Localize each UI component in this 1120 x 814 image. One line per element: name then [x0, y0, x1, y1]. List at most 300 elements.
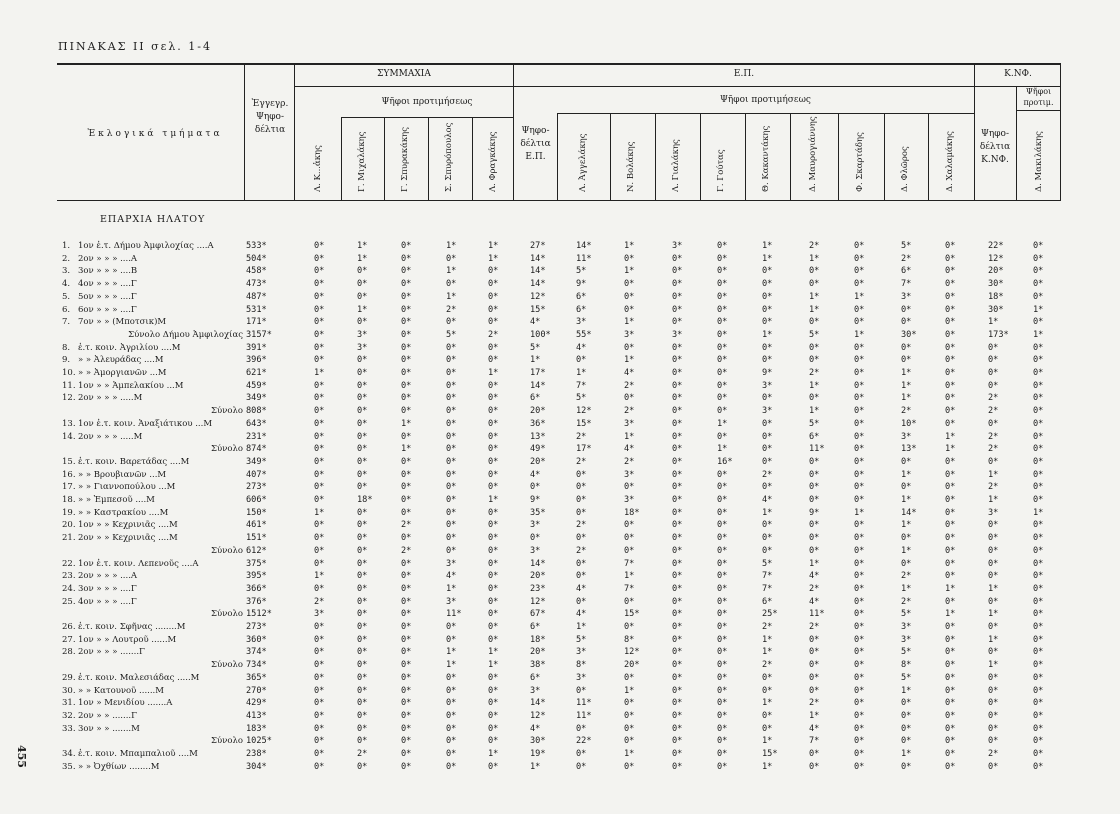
col-sep	[384, 117, 385, 200]
page-number: 455	[15, 745, 28, 768]
table-row	[0, 343, 1120, 354]
table-cell: 0*	[988, 647, 999, 658]
table-cell: 1*	[401, 444, 412, 455]
table-cell: 2*	[624, 380, 635, 391]
row-number: 6.	[62, 304, 71, 315]
table-cell: 1*	[624, 749, 635, 759]
table-cell: 0*	[314, 495, 325, 505]
table-cell: 0*	[446, 495, 457, 505]
table-cell: 0*	[314, 291, 325, 302]
table-cell: 0*	[854, 406, 865, 417]
row-number: 25.	[62, 596, 76, 607]
table-cell: 1*	[945, 431, 956, 442]
table-cell: 0*	[717, 698, 728, 709]
table-row	[0, 381, 1120, 392]
table-cell: 0*	[1033, 647, 1044, 658]
table-cell: 0*	[945, 317, 956, 328]
ep-pref-header: Ψῆφοι προτιμήσεως	[720, 95, 811, 105]
table-cell: 5*	[762, 558, 773, 569]
table-cell: 0*	[401, 380, 412, 391]
table-cell: 0*	[854, 749, 865, 759]
table-cell: 0*	[530, 533, 541, 544]
table-cell: 0*	[357, 545, 368, 556]
table-cell: 0*	[1033, 279, 1044, 290]
table-cell: 11*	[576, 698, 592, 709]
table-cell: 12*	[530, 710, 546, 721]
table-cell: 4*	[446, 571, 457, 582]
candidate-label: Δ. Μαυρογιάννης	[808, 116, 818, 192]
table-cell: 0*	[488, 596, 499, 607]
col-sep	[928, 113, 929, 200]
table-cell: 0*	[314, 749, 325, 759]
table-cell: 0*	[717, 622, 728, 632]
table-cell: 0*	[945, 456, 956, 467]
table-cell: 0*	[1033, 431, 1044, 442]
table-cell: 11*	[446, 609, 462, 620]
row-label: » » Ἀμοργιανῶν ...Μ	[78, 368, 167, 378]
table-cell: 6*	[809, 431, 820, 442]
table-cell: 0*	[624, 723, 635, 734]
table-cell: 2*	[901, 406, 912, 417]
table-cell: 0*	[314, 520, 325, 531]
table-row	[0, 393, 1120, 404]
table-cell: 0*	[314, 380, 325, 391]
table-row	[0, 482, 1120, 493]
table-cell: 0*	[854, 317, 865, 328]
symmachia-pref-header: Ψῆφοι προτιμήσεως	[381, 97, 473, 107]
table-cell: 0*	[314, 710, 325, 721]
table-cell: 0*	[809, 533, 820, 544]
total-row	[0, 609, 1120, 620]
table-cell: 0*	[854, 469, 865, 480]
table-cell: 0*	[672, 736, 683, 747]
table-cell: 151*	[246, 533, 267, 544]
table-cell: 0*	[488, 456, 499, 467]
table-cell: 0*	[945, 685, 956, 696]
table-cell: 0*	[854, 698, 865, 709]
table-cell: 0*	[672, 279, 683, 290]
table-cell: 0*	[901, 304, 912, 315]
table-row	[0, 241, 1120, 252]
row-label: ἐ.τ. κοιν. Μαλεσιάδας .....Μ	[78, 672, 200, 683]
table-cell: 5*	[809, 329, 820, 340]
table-cell: 1*	[530, 761, 541, 772]
table-cell: 0*	[314, 647, 325, 658]
table-cell: 3*	[901, 634, 912, 645]
table-cell: 3*	[576, 647, 587, 658]
table-cell: 376*	[246, 596, 267, 607]
table-cell: 3*	[762, 380, 773, 391]
table-cell: 1*	[446, 266, 457, 277]
table-cell: 0*	[357, 355, 368, 366]
table-cell: 0*	[1033, 660, 1044, 671]
table-cell: 4*	[576, 583, 587, 594]
table-cell: 0*	[357, 368, 368, 378]
table-cell: 6*	[530, 393, 541, 404]
table-row	[0, 673, 1120, 684]
table-cell: 374*	[246, 647, 267, 658]
table-cell: 0*	[401, 406, 412, 417]
table-cell: 7*	[624, 558, 635, 569]
table-cell: 396*	[246, 355, 267, 366]
table-cell: 1*	[576, 622, 587, 632]
table-cell: 0*	[1033, 736, 1044, 747]
table-cell: 2*	[901, 596, 912, 607]
table-cell: 0*	[717, 304, 728, 315]
table-cell: 38*	[530, 660, 546, 671]
table-row	[0, 647, 1120, 658]
table-cell: 349*	[246, 456, 267, 467]
table-cell: 0*	[446, 368, 457, 378]
row-label: 1ον ἐ.τ. Δήμου Ἀμφιλοχίας ....Α	[78, 241, 214, 251]
row-number: 20.	[62, 520, 76, 531]
row-label: 2ον » » » ....Α	[78, 253, 138, 264]
table-cell: 0*	[488, 317, 499, 328]
table-cell: 395*	[246, 571, 267, 582]
table-cell: 1*	[488, 749, 499, 759]
table-cell: 2*	[576, 545, 587, 556]
table-cell: 0*	[762, 431, 773, 442]
row-number: 21.	[62, 533, 76, 544]
table-cell: 0*	[717, 672, 728, 683]
table-cell: 171*	[246, 317, 267, 328]
row-number: 32.	[62, 710, 76, 721]
table-cell: 1*	[488, 495, 499, 505]
table-cell: 0*	[672, 545, 683, 556]
table-cell: 1*	[854, 329, 865, 340]
table-cell: 0*	[988, 533, 999, 544]
table-cell: 1*	[988, 317, 999, 328]
table-cell: 0*	[576, 761, 587, 772]
knf-ballots-line1: Ψηφο-	[980, 129, 1010, 139]
table-row	[0, 457, 1120, 468]
table-cell: 0*	[762, 685, 773, 696]
table-cell: 0*	[717, 609, 728, 620]
table-cell: 2*	[446, 304, 457, 315]
table-cell: 0*	[672, 583, 683, 594]
table-cell: 0*	[488, 279, 499, 290]
ep-ballots-line2: δέλτια	[520, 139, 551, 149]
row-number: 5.	[62, 291, 71, 302]
table-cell: 0*	[1033, 558, 1044, 569]
table-cell: 1*	[401, 418, 412, 429]
table-cell: 0*	[1033, 634, 1044, 645]
table-cell: 0*	[809, 495, 820, 505]
table-cell: 0*	[762, 444, 773, 455]
table-cell: 0*	[401, 583, 412, 594]
table-cell: 0*	[488, 634, 499, 645]
table-cell: 1*	[1033, 304, 1044, 315]
table-cell: 0*	[624, 342, 635, 353]
table-cell: 0*	[762, 456, 773, 467]
table-cell: 0*	[314, 304, 325, 315]
table-cell: 20*	[624, 660, 640, 671]
table-cell: 5*	[901, 647, 912, 658]
table-cell: 0*	[624, 761, 635, 772]
table-cell: 349*	[246, 393, 267, 404]
candidate-label: Λ. Κ...ἀκης	[313, 145, 323, 192]
table-cell: 0*	[1033, 253, 1044, 264]
table-cell: 18*	[624, 507, 640, 518]
candidate-label: Λ. Ἀγγελάκης	[578, 133, 588, 192]
table-cell: 2*	[357, 749, 368, 759]
table-cell: 0*	[717, 736, 728, 747]
table-cell: 0*	[357, 736, 368, 747]
table-cell: 3*	[901, 622, 912, 632]
header-top-rule	[57, 63, 1061, 65]
row-number: 22.	[62, 558, 76, 569]
table-cell: 874*	[246, 444, 267, 455]
table-cell: 0*	[809, 393, 820, 404]
table-cell: 0*	[945, 710, 956, 721]
table-cell: 9*	[762, 368, 773, 378]
row-number: 8.	[62, 342, 71, 353]
table-cell: 0*	[576, 749, 587, 759]
row-number: 14.	[62, 431, 76, 442]
col-sep	[294, 64, 295, 200]
table-cell: 0*	[488, 583, 499, 594]
table-cell: 1*	[901, 393, 912, 404]
table-cell: 0*	[1033, 469, 1044, 480]
table-cell: 0*	[357, 406, 368, 417]
table-cell: 1*	[988, 469, 999, 480]
table-cell: 2*	[809, 241, 820, 251]
table-cell: 1*	[624, 355, 635, 366]
table-cell: 0*	[988, 736, 999, 747]
candidate-label: Γ. Σπυρακάκης	[400, 126, 410, 192]
candidate-label: Θ. Κακαντάκης	[761, 125, 771, 192]
table-cell: 18*	[530, 634, 546, 645]
table-cell: 0*	[314, 736, 325, 747]
table-cell: 4*	[576, 342, 587, 353]
table-cell: 15*	[762, 749, 778, 759]
candidate-label: Δ. Μακιλάκης	[1034, 131, 1044, 192]
table-row	[0, 254, 1120, 265]
row-number: 3.	[62, 266, 71, 277]
table-cell: 5*	[530, 342, 541, 353]
row-label: 6ον » » » ....Γ	[78, 304, 137, 315]
table-cell: 0*	[945, 418, 956, 429]
table-cell: 0*	[488, 304, 499, 315]
table-cell: 0*	[945, 558, 956, 569]
table-cell: 3*	[530, 685, 541, 696]
table-cell: 1*	[488, 368, 499, 378]
table-cell: 0*	[854, 342, 865, 353]
table-cell: 14*	[530, 266, 546, 277]
table-cell: 0*	[945, 355, 956, 366]
table-cell: 36*	[530, 418, 546, 429]
table-cell: 4*	[624, 368, 635, 378]
table-cell: 0*	[314, 241, 325, 251]
table-cell: 0*	[672, 469, 683, 480]
table-cell: 1*	[988, 495, 999, 505]
table-cell: 1*	[809, 710, 820, 721]
table-cell: 0*	[576, 507, 587, 518]
table-cell: 0*	[401, 431, 412, 442]
table-cell: 2*	[809, 583, 820, 594]
table-cell: 0*	[988, 418, 999, 429]
table-cell: 0*	[314, 444, 325, 455]
table-cell: 7*	[624, 583, 635, 594]
row-label: 1ον ἐ.τ. κοιν. Ἀναξιάτικου ...Μ	[78, 418, 213, 429]
table-cell: 0*	[446, 698, 457, 709]
table-cell: 0*	[988, 520, 999, 531]
table-cell: 0*	[1033, 761, 1044, 772]
table-cell: 14*	[576, 241, 592, 251]
table-cell: 643*	[246, 418, 267, 429]
table-cell: 1*	[762, 507, 773, 518]
table-cell: 2*	[401, 520, 412, 531]
col-sep	[745, 113, 746, 200]
table-cell: 3*	[988, 507, 999, 518]
table-cell: 2*	[901, 253, 912, 264]
table-cell: 0*	[809, 482, 820, 493]
table-cell: 1*	[901, 368, 912, 378]
table-cell: 0*	[1033, 393, 1044, 404]
table-cell: 0*	[624, 304, 635, 315]
ep-header: Ε.Π.	[733, 69, 755, 79]
table-cell: 1*	[1033, 329, 1044, 340]
table-cell: 3157*	[246, 329, 272, 340]
table-cell: 734*	[246, 660, 267, 671]
table-cell: 0*	[401, 749, 412, 759]
col-sep	[428, 117, 429, 200]
table-cell: 0*	[945, 571, 956, 582]
col-sep	[884, 113, 885, 200]
row-label: » » Βρουβιανῶν ...Μ	[78, 469, 167, 480]
table-cell: 0*	[446, 761, 457, 772]
table-cell: 0*	[488, 406, 499, 417]
table-cell: 0*	[809, 266, 820, 277]
page-title: ΠΙΝΑΚΑΣ ΙΙ σελ. 1-4	[58, 40, 213, 53]
table-cell: 0*	[401, 393, 412, 404]
table-cell: 0*	[945, 507, 956, 518]
row-label: » » Ὀχθίων ........Μ	[78, 761, 160, 772]
table-cell: 0*	[672, 571, 683, 582]
table-cell: 13*	[901, 444, 917, 455]
table-cell: 0*	[401, 710, 412, 721]
table-cell: 0*	[945, 660, 956, 671]
table-cell: 0*	[314, 622, 325, 632]
table-cell: 100*	[530, 329, 551, 340]
table-cell: 11*	[576, 253, 592, 264]
table-cell: 0*	[854, 355, 865, 366]
table-cell: 0*	[945, 749, 956, 759]
table-cell: 0*	[945, 761, 956, 772]
table-cell: 3*	[530, 520, 541, 531]
table-cell: 1*	[809, 406, 820, 417]
table-cell: 0*	[357, 482, 368, 493]
row-label: » » Κατουνοῦ ......Μ	[78, 685, 164, 696]
table-cell: 0*	[401, 736, 412, 747]
table-row	[0, 724, 1120, 735]
table-cell: 2*	[762, 660, 773, 671]
table-cell: 504*	[246, 253, 267, 264]
table-cell: 0*	[854, 444, 865, 455]
table-cell: 1*	[762, 761, 773, 772]
total-label: Σύνολο Δήμου Ἀμφιλοχίας	[128, 329, 243, 340]
table-cell: 14*	[530, 380, 546, 391]
table-cell: 0*	[314, 558, 325, 569]
table-cell: 0*	[1033, 456, 1044, 467]
table-cell: 18*	[357, 495, 373, 505]
table-cell: 0*	[762, 304, 773, 315]
table-cell: 11*	[576, 710, 592, 721]
row-label: ἐ.τ. κοιν. Μπαμπαλιοῦ ....Μ	[78, 749, 198, 759]
table-cell: 0*	[488, 710, 499, 721]
table-cell: 391*	[246, 342, 267, 353]
table-cell: 413*	[246, 710, 267, 721]
table-cell: 0*	[901, 342, 912, 353]
table-cell: 1*	[624, 685, 635, 696]
table-cell: 0*	[357, 660, 368, 671]
row-label: 4ον » » » ....Γ	[78, 279, 137, 290]
table-cell: 0*	[624, 698, 635, 709]
table-cell: 3*	[446, 596, 457, 607]
table-cell: 0*	[1033, 672, 1044, 683]
table-cell: 2*	[809, 622, 820, 632]
table-cell: 0*	[446, 393, 457, 404]
table-cell: 0*	[809, 685, 820, 696]
table-cell: 0*	[762, 266, 773, 277]
table-cell: 3*	[624, 418, 635, 429]
table-cell: 0*	[854, 380, 865, 391]
table-cell: 12*	[988, 253, 1004, 264]
table-cell: 2*	[576, 431, 587, 442]
table-cell: 0*	[401, 660, 412, 671]
table-cell: 1*	[988, 634, 999, 645]
row-label: 3ον » » » ....Β	[78, 266, 138, 277]
table-cell: 304*	[246, 761, 267, 772]
table-cell: 366*	[246, 583, 267, 594]
table-cell: 0*	[854, 495, 865, 505]
row-number: 11.	[62, 380, 76, 391]
voters-header-line1: Ἐγγεγρ.	[251, 99, 289, 109]
table-cell: 0*	[854, 672, 865, 683]
table-cell: 1*	[901, 685, 912, 696]
table-cell: 0*	[624, 596, 635, 607]
col-sep	[244, 64, 245, 200]
table-cell: 0*	[854, 660, 865, 671]
table-cell: 0*	[672, 749, 683, 759]
table-row	[0, 520, 1120, 531]
table-cell: 0*	[717, 266, 728, 277]
table-cell: 0*	[357, 444, 368, 455]
table-cell: 0*	[1033, 533, 1044, 544]
pref-rule-knf	[1016, 110, 1061, 111]
table-cell: 0*	[809, 469, 820, 480]
table-cell: 0*	[988, 672, 999, 683]
table-cell: 17*	[530, 368, 546, 378]
table-cell: 0*	[809, 634, 820, 645]
total-row	[0, 406, 1120, 417]
table-cell: 14*	[530, 558, 546, 569]
candidate-label: Δ. Χαλαμάκης	[945, 131, 955, 192]
section-title: ΕΠΑΡΧΙΑ ΗΛΑΤΟΥ	[100, 214, 206, 225]
col-sep	[1060, 64, 1061, 200]
table-cell: 808*	[246, 406, 267, 417]
table-cell: 0*	[988, 355, 999, 366]
row-number: 7.	[62, 317, 71, 328]
table-row	[0, 279, 1120, 290]
table-cell: 0*	[401, 291, 412, 302]
row-label: 2ον » » » .......Γ	[78, 647, 145, 658]
table-cell: 0*	[672, 253, 683, 264]
table-cell: 0*	[446, 418, 457, 429]
table-cell: 2*	[624, 456, 635, 467]
table-cell: 0*	[488, 342, 499, 353]
table-cell: 0*	[401, 571, 412, 582]
